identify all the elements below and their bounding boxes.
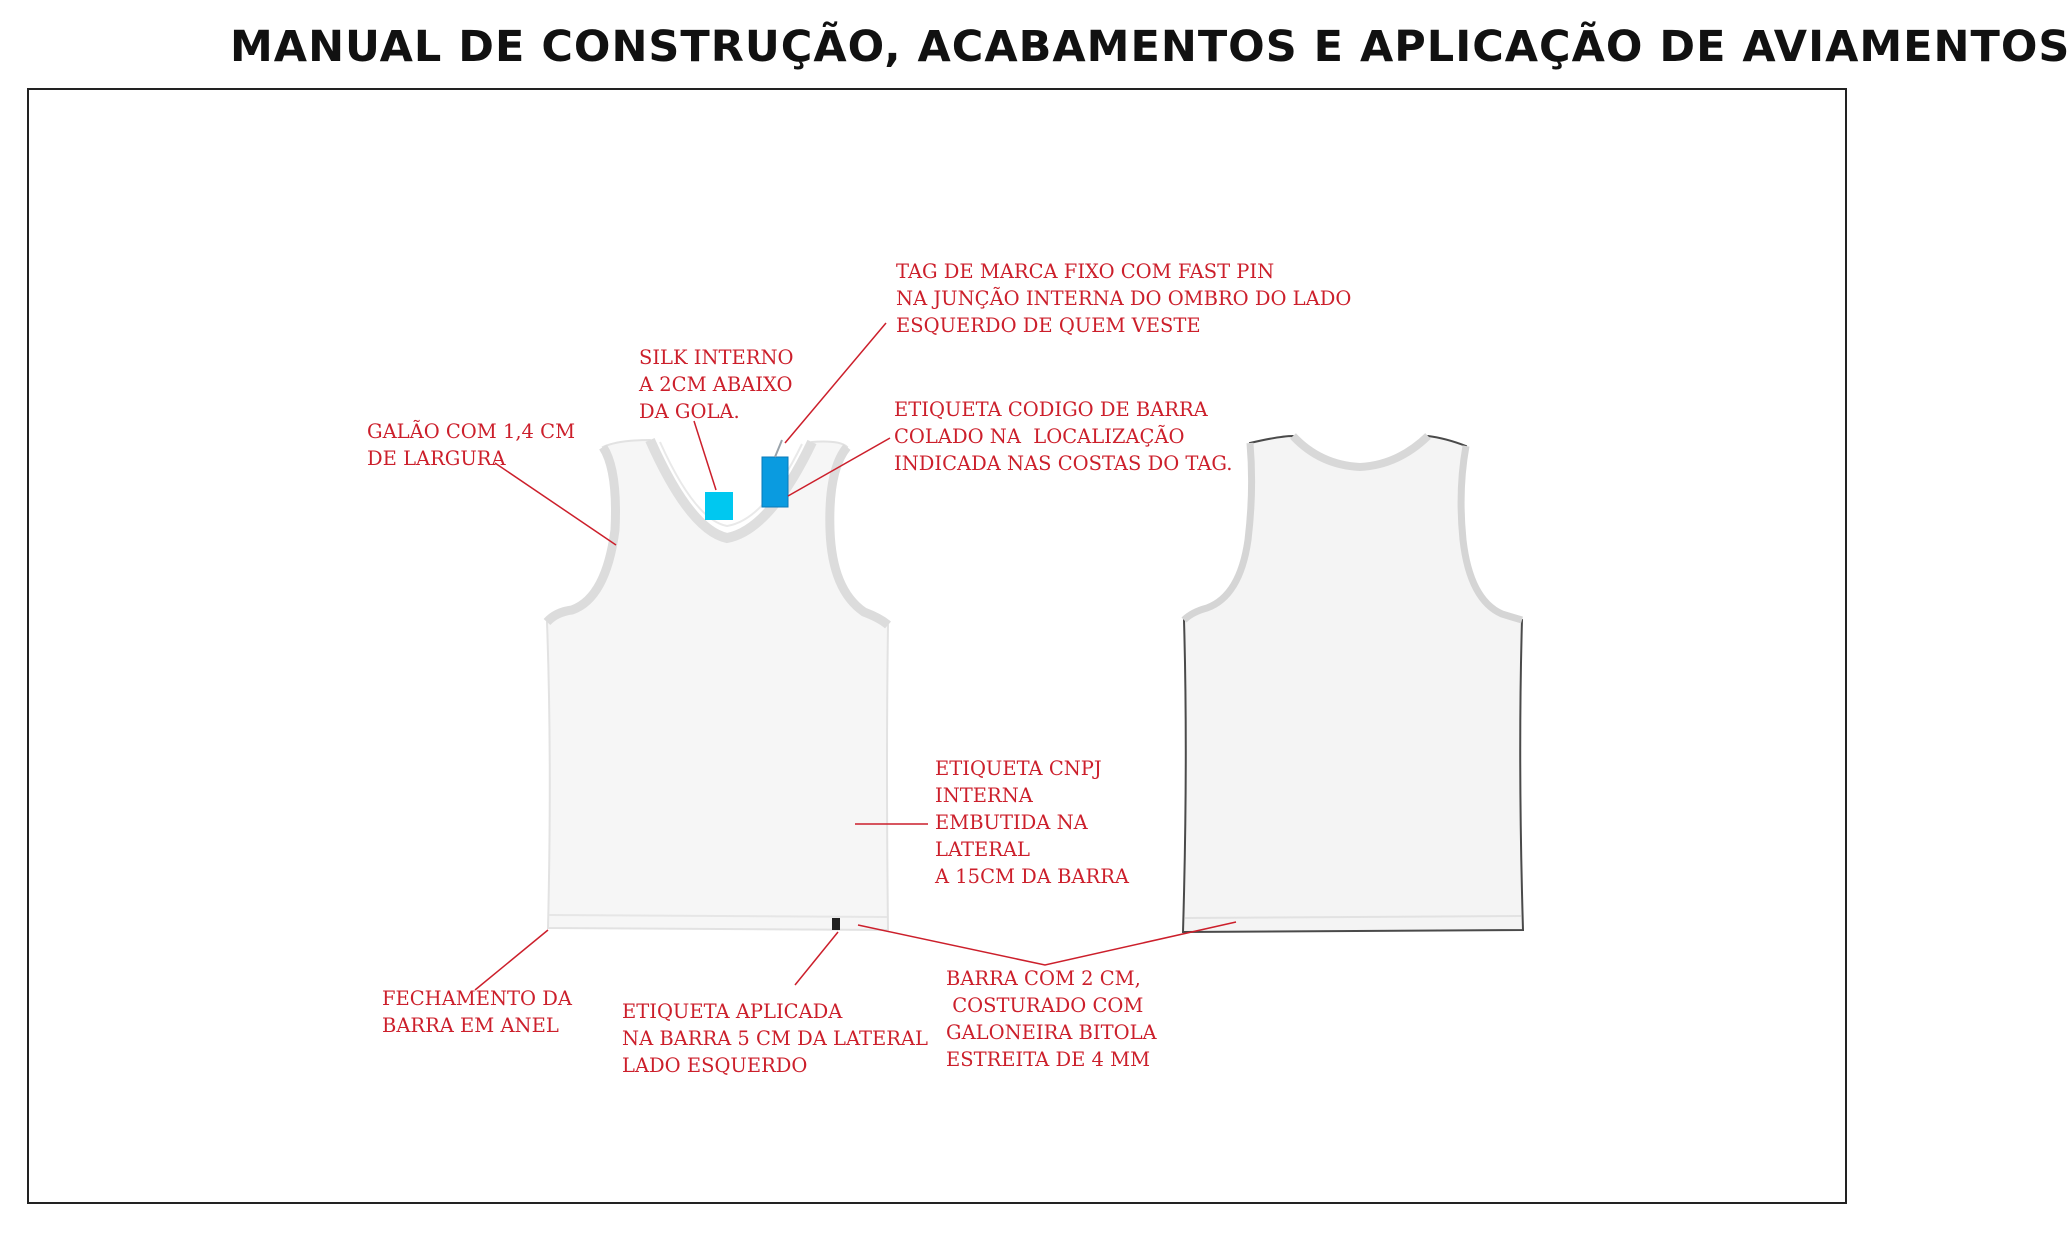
annotation-cnpj-label: ETIQUETA CNPJ INTERNA EMBUTIDA NA LATERAL A 15CM DA BARRA [935, 757, 1129, 888]
leader-fechamento [475, 930, 548, 990]
annotation-hem-closure: FECHAMENTO DA BARRA EM ANEL [382, 987, 572, 1037]
annotation-galao: GALÃO COM 1,4 CM DE LARGURA [367, 420, 576, 470]
leader-etiqueta [795, 932, 838, 985]
leader-silk [694, 421, 716, 490]
annotation-barcode-label: ETIQUETA CODIGO DE BARRA COLADO NA LOCALIZAÇÃO INDICADA NAS COSTAS DO TAG. [894, 398, 1233, 475]
annotation-applied-label: ETIQUETA APLICADA NA BARRA 5 CM DA LATERAL LADO ESQUERDO [622, 1000, 928, 1077]
brand-tag-marker [762, 457, 788, 507]
front-tank-top [547, 440, 888, 930]
annotation-silk: SILK INTERNO A 2CM ABAIXO DA GOLA. [639, 346, 794, 423]
leader-tag [785, 323, 886, 443]
leader-barra [858, 922, 1236, 965]
hem-label-marker [832, 918, 840, 930]
annotation-hem: BARRA COM 2 CM, COSTURADO COM GALONEIRA BITOLA ESTREITA DE 4 MM [946, 967, 1157, 1071]
back-tank-top [1183, 436, 1523, 932]
annotation-brand-tag: TAG DE MARCA FIXO COM FAST PIN NA JUNÇÃO INTERNA DO OMBRO DO LADO ESQUERDO DE QUEM VESTE [896, 260, 1352, 337]
document-title: MANUAL DE CONSTRUÇÃO, ACABAMENTOS E APLICAÇÃO DE AVIAMENTOS [230, 22, 2070, 72]
leader-galao [495, 463, 616, 545]
silk-marker [705, 492, 733, 520]
